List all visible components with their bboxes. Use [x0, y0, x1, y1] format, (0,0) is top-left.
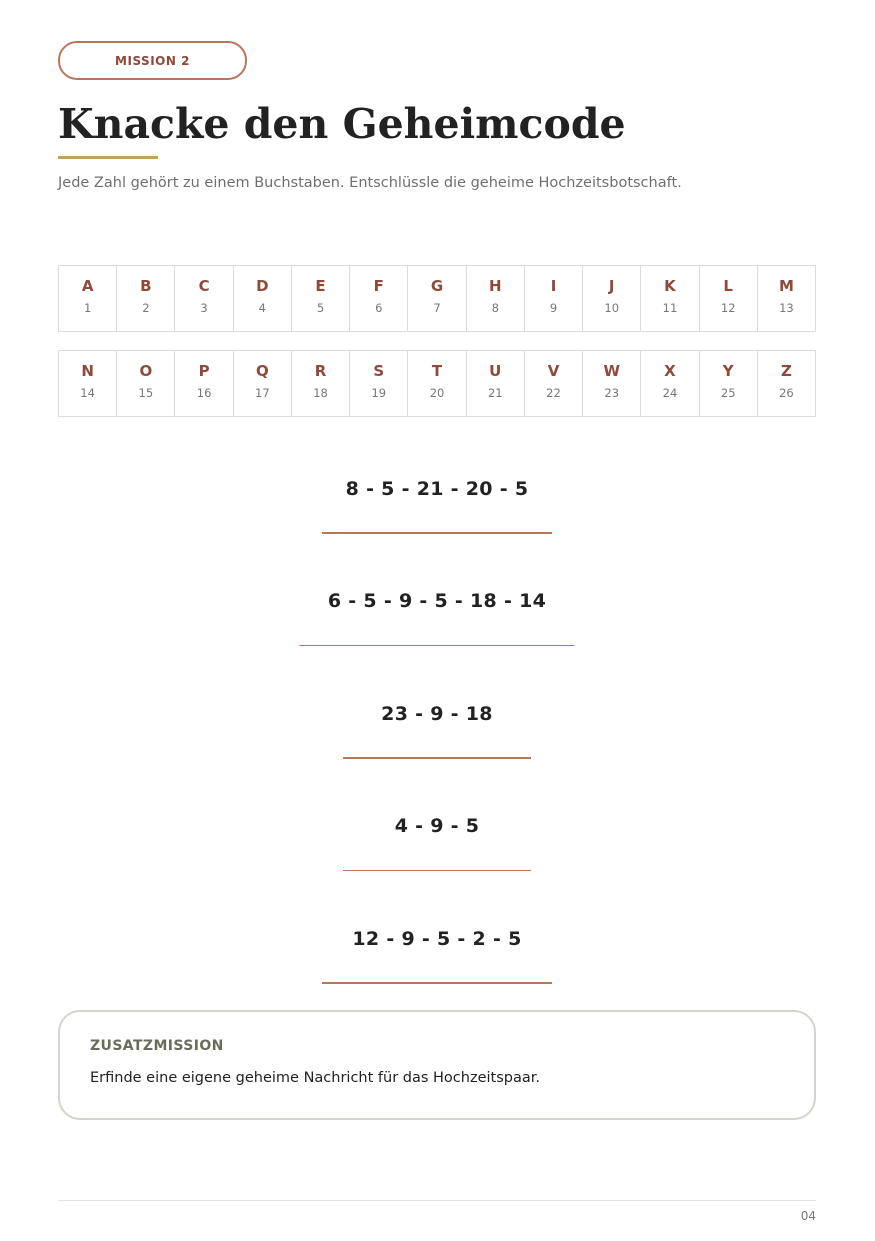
cipher-number: 21: [487, 386, 503, 400]
cipher-number: 9: [549, 301, 558, 315]
cipher-number: 23: [604, 386, 620, 400]
cipher-cell: [116, 351, 174, 416]
cipher-number: 10: [604, 301, 620, 315]
cipher-letter: G: [430, 277, 444, 295]
cipher-letter: R: [314, 362, 327, 380]
cipher-cell: [291, 266, 349, 331]
cipher-cell: [59, 351, 116, 416]
cipher-cell: [640, 351, 698, 416]
cipher-number: 18: [313, 386, 328, 400]
cipher-letter: O: [139, 362, 153, 380]
cipher-letter: N: [81, 362, 94, 380]
cipher-letter: B: [140, 277, 152, 295]
cipher-letter: E: [315, 277, 326, 295]
cipher-cell: [582, 266, 640, 331]
cipher-letter: U: [489, 362, 502, 380]
cipher-number: 6: [375, 301, 383, 315]
cipher-letter: V: [547, 362, 560, 380]
cipher-cell: [407, 266, 465, 331]
cipher-number: 20: [429, 386, 445, 400]
title-underline: [58, 156, 158, 159]
cipher-number: 17: [255, 386, 270, 400]
mission-badge: [58, 41, 247, 80]
cipher-number: 24: [662, 386, 678, 400]
cipher-cell: [174, 266, 232, 331]
cipher-row-n-z: [58, 350, 816, 417]
cipher-cell: [524, 351, 582, 416]
cipher-cell: [349, 266, 407, 331]
cipher-cell: [233, 351, 291, 416]
cipher-cell: [349, 351, 407, 416]
cipher-cell: [59, 266, 116, 331]
cipher-cell: [640, 266, 698, 331]
cipher-letter: S: [373, 362, 385, 380]
cipher-cell: [757, 266, 815, 331]
cipher-cell: [524, 266, 582, 331]
cipher-cell: [233, 266, 291, 331]
cipher-letter: A: [81, 277, 94, 295]
cipher-number: 12: [720, 301, 736, 315]
bonus-mission-box: [58, 1010, 816, 1120]
bonus-mission-title: ZUSATZMISSION: [90, 1038, 224, 1054]
code-sequence: 4 - 9 - 5: [394, 815, 480, 837]
answer-line[interactable]: [300, 645, 575, 646]
page-title: Knacke den Geheimcode: [58, 100, 626, 148]
cipher-letter: P: [198, 362, 210, 380]
cipher-letter: D: [256, 277, 269, 295]
cipher-cell: [757, 351, 815, 416]
code-puzzle-1: [58, 478, 816, 500]
code-sequence: 8 - 5 - 21 - 20 - 5: [345, 478, 529, 500]
page-number: 04: [800, 1209, 816, 1223]
cipher-cell: [582, 351, 640, 416]
cipher-number: 1: [83, 301, 92, 315]
cipher-letter: J: [608, 277, 615, 295]
code-sequence: 12 - 9 - 5 - 2 - 5: [352, 928, 522, 950]
answer-line[interactable]: [343, 757, 531, 759]
code-sequence: 6 - 5 - 9 - 5 - 18 - 14: [327, 590, 547, 612]
cipher-number: 7: [433, 301, 441, 315]
cipher-letter: K: [664, 277, 676, 295]
code-sequence: 23 - 9 - 18: [381, 703, 493, 725]
cipher-number: 19: [371, 386, 387, 400]
cipher-letter: H: [488, 277, 502, 295]
cipher-number: 15: [138, 386, 154, 400]
cipher-number: 16: [196, 386, 212, 400]
cipher-number: 3: [200, 301, 208, 315]
answer-line[interactable]: [343, 870, 531, 871]
cipher-number: 2: [142, 301, 150, 315]
cipher-cell: [174, 351, 232, 416]
code-puzzle-4: [58, 815, 816, 837]
cipher-row-a-m: [58, 265, 816, 332]
answer-line[interactable]: [322, 532, 552, 534]
cipher-number: 5: [316, 301, 325, 315]
cipher-letter: Q: [255, 362, 269, 380]
mission-badge-label: MISSION 2: [115, 53, 190, 68]
cipher-letter: X: [664, 362, 676, 380]
cipher-letter: T: [431, 362, 443, 380]
cipher-letter: I: [550, 277, 557, 295]
cipher-number: 14: [80, 386, 95, 400]
cipher-letter: Y: [722, 362, 734, 380]
cipher-cell: [699, 351, 757, 416]
code-puzzle-2: [58, 590, 816, 612]
bonus-mission-text: Erfinde eine eigene geheime Nachricht für das Hochzeitspaar.: [90, 1070, 540, 1086]
code-puzzle-3: [58, 703, 816, 725]
cipher-letter: L: [723, 277, 733, 295]
cipher-number: 22: [546, 386, 561, 400]
cipher-cell: [466, 266, 524, 331]
cipher-letter: C: [198, 277, 210, 295]
cipher-letter: M: [778, 277, 794, 295]
cipher-cell: [699, 266, 757, 331]
page-subtitle: Jede Zahl gehört zu einem Buchstaben. Entschlüssle die geheime Hochzeitsbotschaft.: [58, 175, 682, 191]
cipher-number: 8: [491, 301, 499, 315]
footer-divider: [58, 1200, 816, 1201]
cipher-letter: W: [603, 362, 620, 380]
cipher-number: 26: [779, 386, 794, 400]
cipher-number: 4: [258, 301, 266, 315]
cipher-letter: F: [373, 277, 384, 295]
code-puzzle-5: [58, 928, 816, 950]
cipher-cell: [116, 266, 174, 331]
cipher-number: 13: [779, 301, 794, 315]
answer-line[interactable]: [322, 982, 552, 984]
cipher-letter: Z: [780, 362, 792, 380]
cipher-cell: [407, 351, 465, 416]
cipher-number: 11: [662, 301, 678, 315]
cipher-cell: [291, 351, 349, 416]
cipher-number: 25: [720, 386, 736, 400]
cipher-cell: [466, 351, 524, 416]
